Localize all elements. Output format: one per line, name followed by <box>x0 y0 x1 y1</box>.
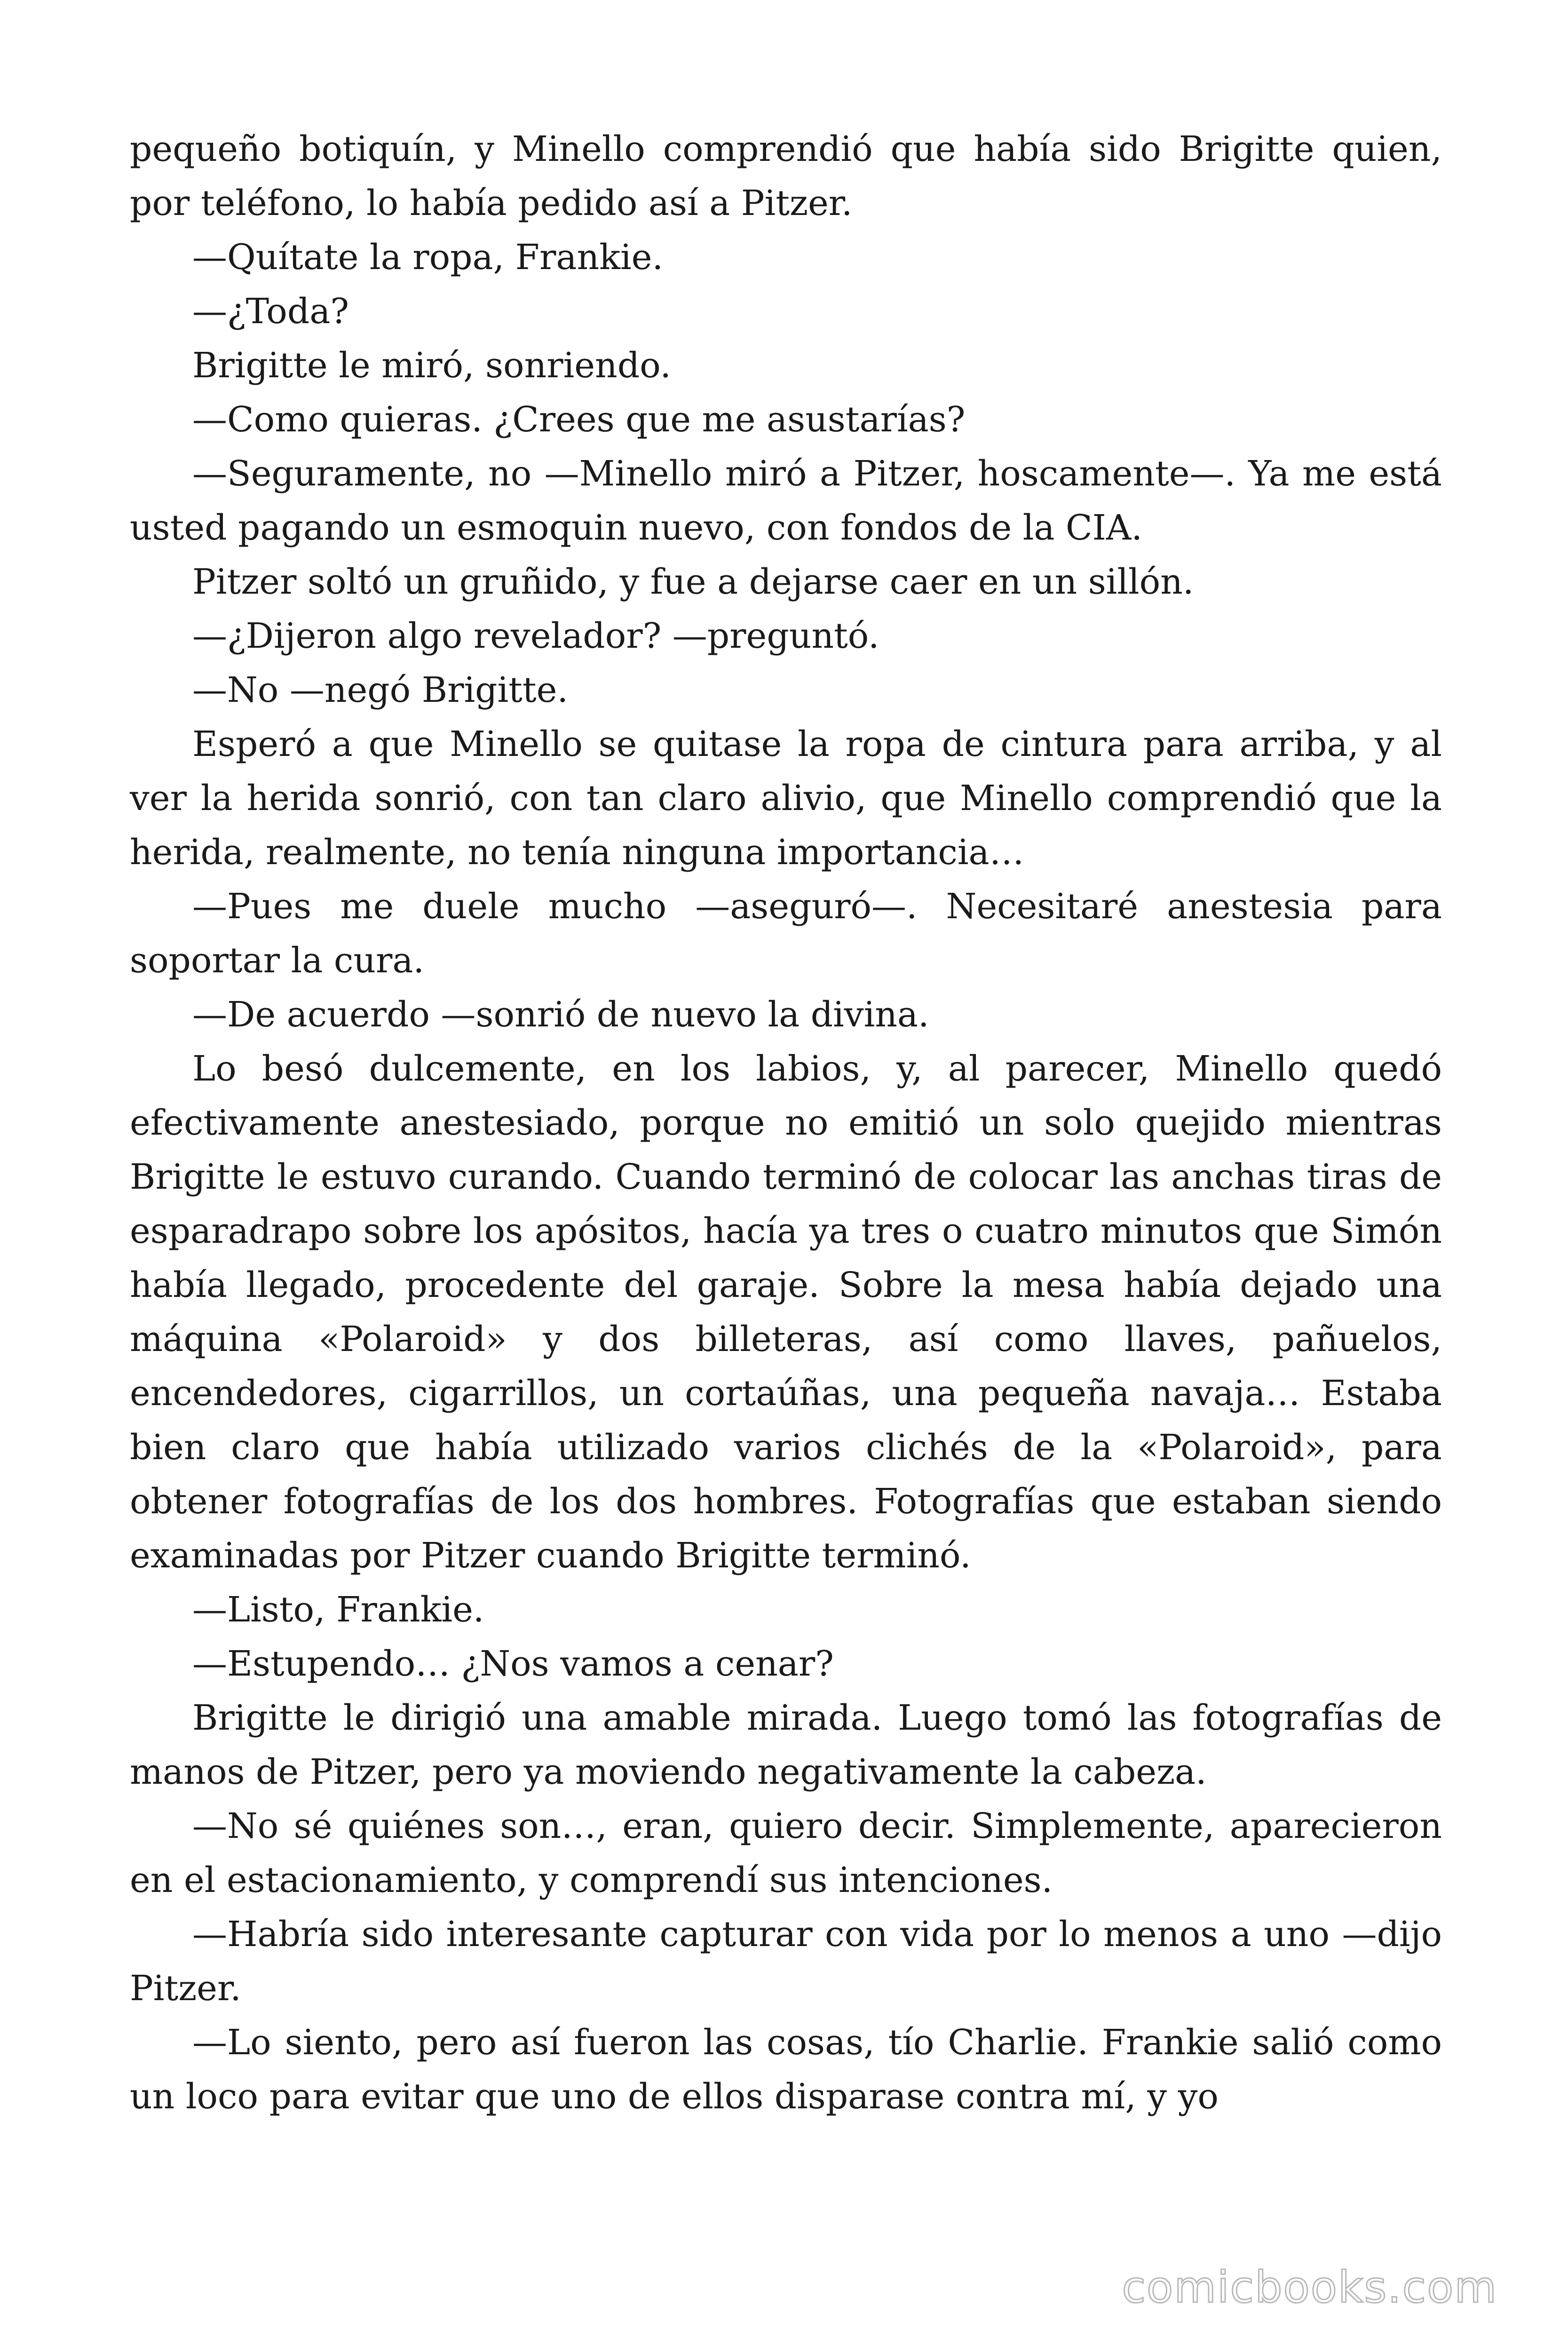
paragraph: —Lo siento, pero así fueron las cosas, tío Charlie. Frankie salió como un loco para evitar que uno de ellos disparase contra mí, y yo <box>130 2022 1442 2117</box>
paragraph: —Estupendo… ¿Nos vamos a cenar? <box>192 1644 834 1684</box>
paragraph: Esperó a que Minello se quitase la ropa de cintura para arriba, y al ver la herida sonrió, con tan claro alivio, que Minello comprendió que la herida, realmente, no tenía ninguna importancia… <box>130 724 1442 873</box>
paragraph: —Como quieras. ¿Crees que me asustarías? <box>192 399 966 440</box>
paragraph: —Seguramente, no —Minello miró a Pitzer, hoscamente—. Ya me está usted pagando un esmoquin nuevo, con fondos de la CIA. <box>130 453 1442 548</box>
paragraph: pequeño botiquín, y Minello comprendió que había sido Brigitte quien, por teléfono, lo había pedido así a Pitzer. <box>130 129 1442 223</box>
watermark: comicbooks.com <box>1122 2262 1497 2312</box>
paragraph: —Listo, Frankie. <box>192 1589 484 1630</box>
paragraph: Pitzer soltó un gruñido, y fue a dejarse caer en un sillón. <box>192 562 1194 602</box>
page-text <box>130 122 1442 2124</box>
paragraph: —Pues me duele mucho —aseguró—. Necesitaré anestesia para soportar la cura. <box>130 886 1442 981</box>
paragraph: —No sé quiénes son…, eran, quiero decir. Simplemente, aparecieron en el estacionamiento, y comprendí sus intenciones. <box>130 1806 1442 1900</box>
paragraph: —Quítate la ropa, Frankie. <box>192 237 663 278</box>
paragraph: —¿Toda? <box>192 291 349 332</box>
paragraph: —No —negó Brigitte. <box>192 670 568 710</box>
paragraph: Lo besó dulcemente, en los labios, y, al parecer, Minello quedó efectivamente anestesiado, porque no emitió un solo quejido mientras Brigitte le estuvo curando. Cuando terminó de colocar las anchas tiras de esparadrapo sobre los apósitos, hacía ya tres o cuatro minutos que Simón había llegado, procedente del garaje. Sobre la mesa había dejado una máquina «Polaroid» y dos billeteras, así como llaves, pañuelos, encendedores, cigarrillos, un cortaúñas, una pequeña navaja… Estaba bien claro que había utilizado varios clichés de la «Polaroid», para obtener fotografías de los dos hombres. Fotografías que estaban siendo examinadas por Pitzer cuando Brigitte terminó. <box>130 1049 1442 1576</box>
paragraph: —¿Dijeron algo revelador? —preguntó. <box>192 616 879 656</box>
paragraph: Brigitte le dirigió una amable mirada. Luego tomó las fotografías de manos de Pitzer, pero ya moviendo negativamente la cabeza. <box>130 1698 1442 1792</box>
paragraph: Brigitte le miró, sonriendo. <box>192 345 671 386</box>
paragraph: —Habría sido interesante capturar con vida por lo menos a uno —dijo Pitzer. <box>130 1914 1442 2009</box>
paragraph: —De acuerdo —sonrió de nuevo la divina. <box>192 994 929 1035</box>
